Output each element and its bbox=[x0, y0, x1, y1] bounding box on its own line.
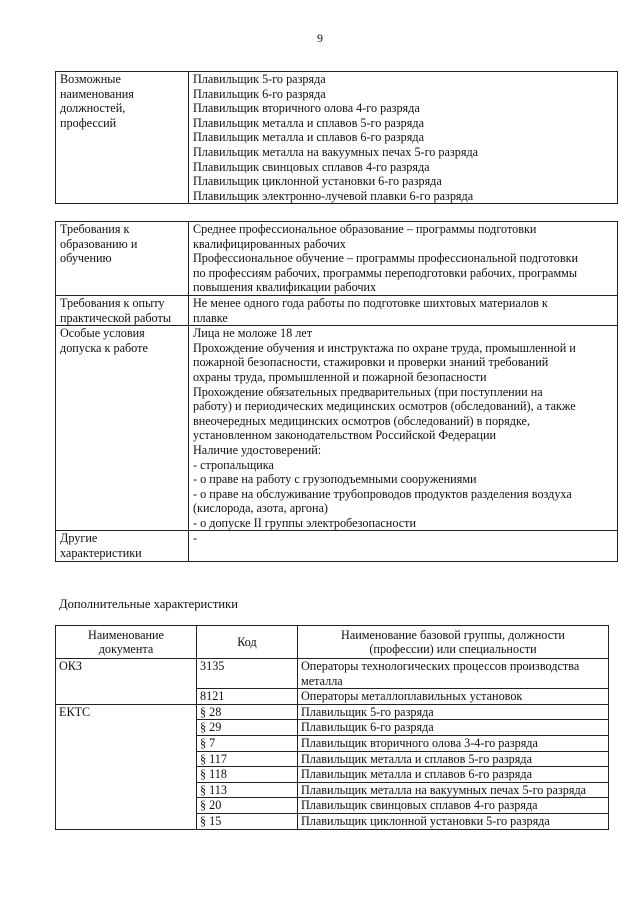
row-label-line: допуска к работе bbox=[60, 340, 148, 355]
row-value-line: Прохождение обучения и инструктажа по охране труда, промышленной и bbox=[193, 340, 576, 355]
row-value-line: Профессиональное обучение – программы профессиональной подготовки bbox=[193, 251, 579, 266]
name-cell: Плавильщик 6-го разряда bbox=[298, 720, 609, 736]
doc-cell-ekts: ЕКТС bbox=[56, 704, 197, 829]
name-line: металла bbox=[301, 673, 343, 688]
row-label-line: обучению bbox=[60, 251, 112, 266]
row-value-line: охраны труда, промышленной и пожарной безопасности bbox=[193, 369, 487, 384]
doc-cell-okz: ОКЗ bbox=[56, 659, 197, 705]
row-label-line: характеристики bbox=[60, 546, 142, 561]
position-item: Плавильщик металла и сплавов 5-го разряда bbox=[193, 115, 424, 130]
position-item: Плавильщик 5-го разряда bbox=[193, 72, 326, 86]
row-value-line: - о праве на работу с грузоподъемными сооружениями bbox=[193, 472, 477, 487]
row-value-line: - стропальщика bbox=[193, 457, 274, 472]
positions-label-line: должностей, bbox=[60, 101, 126, 116]
name-cell: Плавильщик циклонной установки 5-го разряда bbox=[298, 813, 609, 829]
header-line: Наименование базовой группы, должности bbox=[341, 628, 565, 642]
row-value-line: пожарной безопасности, стажировки и проверки знаний требований bbox=[193, 355, 549, 370]
name-cell: Плавильщик металла и сплавов 5-го разряда bbox=[298, 751, 609, 767]
header-row bbox=[56, 626, 609, 659]
other-row bbox=[56, 531, 618, 561]
positions-label-line: наименования bbox=[60, 86, 134, 101]
row-label-line: Другие bbox=[60, 531, 98, 546]
code-cell: § 7 bbox=[197, 735, 298, 751]
row-value-line: Не менее одного года работы по подготовке шихтовых материалов к bbox=[193, 295, 548, 310]
name-cell: Плавильщик вторичного олова 3-4-го разряда bbox=[298, 735, 609, 751]
row-value-line: - bbox=[193, 531, 198, 546]
row-value-line: работу) и периодических медицинских осмотров (обследований), а также bbox=[193, 399, 576, 414]
education-row bbox=[56, 222, 618, 296]
positions-row bbox=[56, 72, 618, 204]
row-value-line: - о допуске II группы электробезопасности bbox=[193, 515, 416, 530]
row-label-line: Требования к bbox=[60, 222, 130, 236]
position-item: Плавильщик металла на вакуумных печах 5-го разряда bbox=[193, 144, 479, 159]
row-value-line: плавке bbox=[193, 310, 228, 325]
position-item: Плавильщик электронно-лучевой плавки 6-го разряда bbox=[193, 188, 474, 203]
header-name bbox=[298, 626, 609, 659]
position-item: Плавильщик циклонной установки 6-го разряда bbox=[193, 174, 442, 189]
row-value-line: по профессиям рабочих, программы переподготовки рабочих, программы bbox=[193, 265, 578, 280]
row-value-line: установленном законодательством Российской Федерации bbox=[193, 428, 497, 443]
experience-value-cell bbox=[189, 295, 618, 325]
education-value-cell bbox=[189, 222, 618, 296]
experience-row bbox=[56, 295, 618, 325]
row-value-line: квалифицированных рабочих bbox=[193, 236, 346, 251]
position-item: Плавильщик металла и сплавов 6-го разряда bbox=[193, 130, 424, 145]
code-cell: 8121 bbox=[197, 689, 298, 705]
position-item: Плавильщик 6-го разряда bbox=[193, 86, 326, 101]
row-value-line: (кислорода, азота, аргона) bbox=[193, 501, 328, 516]
position-item: Плавильщик вторичного олова 4-го разряда bbox=[193, 101, 420, 116]
row-value-line: Лица не моложе 18 лет bbox=[193, 326, 313, 341]
table-row bbox=[56, 659, 609, 689]
row-label-line: образованию и bbox=[60, 236, 138, 251]
row-value-line: повышения квалификации рабочих bbox=[193, 280, 377, 295]
requirements-table bbox=[55, 221, 618, 562]
row-value-line: внеочередных медицинских осмотров (обследований) в порядке, bbox=[193, 413, 531, 428]
classification-table bbox=[55, 625, 609, 830]
positions-label-line: профессий bbox=[60, 115, 117, 130]
name-cell: Операторы металлоплавильных установок bbox=[298, 689, 609, 705]
table-row bbox=[56, 704, 609, 720]
name-cell: Плавильщик металла на вакуумных печах 5-го разряда bbox=[298, 782, 609, 798]
row-value-line: Наличие удостоверений: bbox=[193, 442, 322, 457]
experience-label-cell bbox=[56, 295, 189, 325]
name-line: Операторы технологических процессов производства bbox=[301, 659, 580, 673]
row-label-line: практической работы bbox=[60, 310, 172, 325]
admission-row bbox=[56, 326, 618, 531]
code-cell: § 28 bbox=[197, 704, 298, 720]
code-cell: § 113 bbox=[197, 782, 298, 798]
row-value-line: - о праве на обслуживание трубопроводов продуктов разделения воздуха bbox=[193, 486, 572, 501]
name-cell bbox=[298, 659, 609, 689]
code-cell: § 117 bbox=[197, 751, 298, 767]
admission-value-cell bbox=[189, 326, 618, 531]
row-value-line: Среднее профессиональное образование – программы подготовки bbox=[193, 222, 537, 236]
header-line: Наименование bbox=[88, 628, 164, 642]
education-label-cell bbox=[56, 222, 189, 296]
name-cell: Плавильщик металла и сплавов 6-го разряда bbox=[298, 767, 609, 783]
code-cell: 3135 bbox=[197, 659, 298, 689]
row-value-line: Прохождение обязательных предварительных (при поступлении на bbox=[193, 384, 543, 399]
code-cell: § 15 bbox=[197, 813, 298, 829]
admission-label-cell bbox=[56, 326, 189, 531]
additional-characteristics-heading: Дополнительные характеристики bbox=[59, 597, 238, 611]
positions-label-cell bbox=[56, 72, 189, 204]
header-code bbox=[197, 626, 298, 659]
other-value-cell bbox=[189, 531, 618, 561]
header-doc bbox=[56, 626, 197, 659]
positions-label-line: Возможные bbox=[60, 72, 121, 86]
row-label-line: Требования к опыту bbox=[60, 295, 165, 310]
position-item: Плавильщик свинцовых сплавов 4-го разряда bbox=[193, 159, 430, 174]
name-cell: Плавильщик 5-го разряда bbox=[298, 704, 609, 720]
other-label-cell bbox=[56, 531, 189, 561]
row-label-line: Особые условия bbox=[60, 326, 145, 341]
name-cell: Плавильщик свинцовых сплавов 4-го разряда bbox=[298, 798, 609, 814]
code-cell: § 20 bbox=[197, 798, 298, 814]
code-cell: § 29 bbox=[197, 720, 298, 736]
header-line: документа bbox=[98, 642, 154, 656]
code-cell: § 118 bbox=[197, 767, 298, 783]
positions-list-cell bbox=[189, 72, 618, 204]
page-number: 9 bbox=[317, 31, 323, 45]
positions-table bbox=[55, 71, 618, 204]
header-line: Код bbox=[237, 635, 257, 649]
header-line: (профессии) или специальности bbox=[369, 642, 537, 656]
